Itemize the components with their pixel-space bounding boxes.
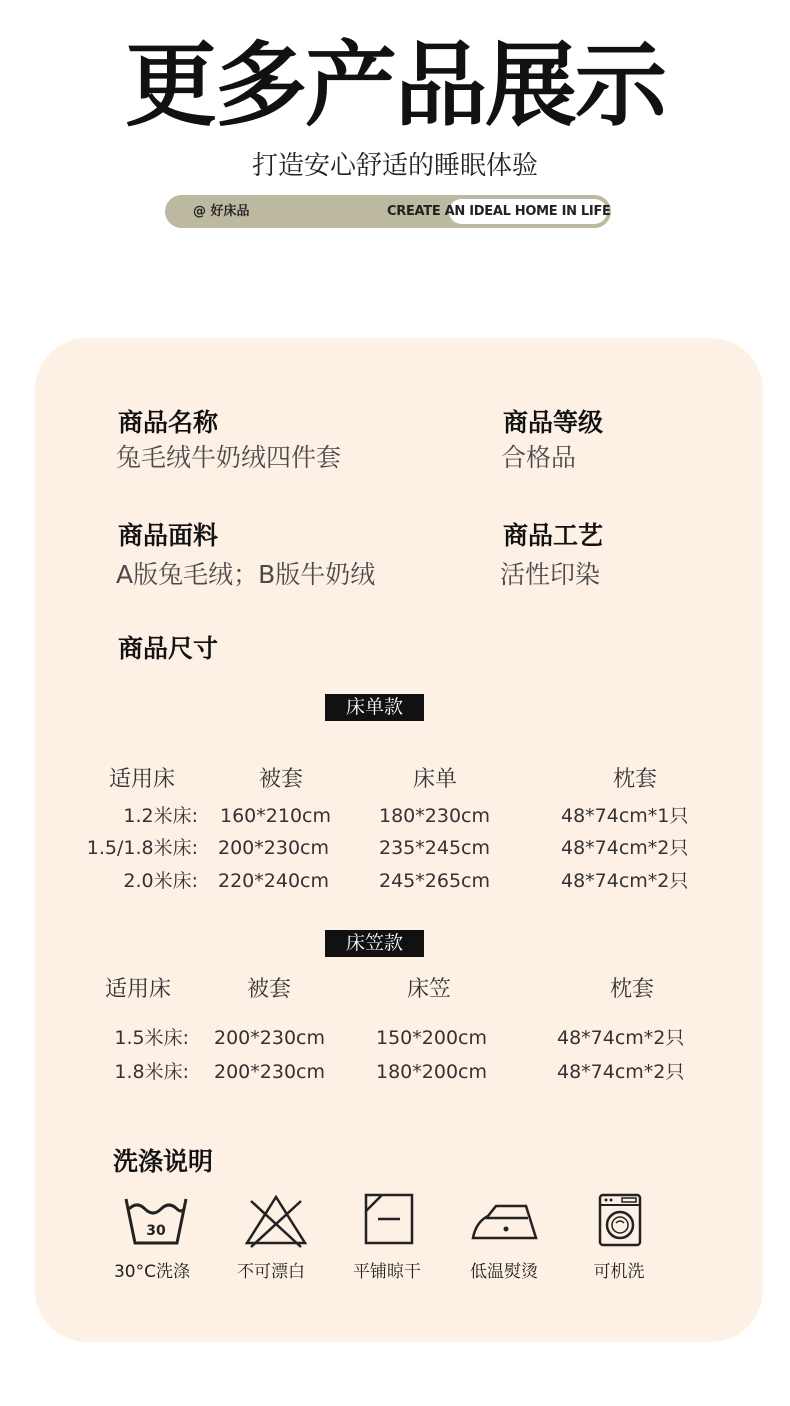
sheet-style-tag: 床单款 bbox=[325, 694, 424, 721]
bed-size: 1.5米床: bbox=[114, 1027, 189, 1049]
duvet-size: 160*210cm bbox=[220, 805, 331, 827]
pillow-size: 48*74cm*2只 bbox=[557, 1061, 685, 1083]
bed-size: 1.8米床: bbox=[114, 1061, 189, 1083]
duvet-size: 220*240cm bbox=[218, 870, 329, 892]
duvet-size: 200*230cm bbox=[214, 1061, 325, 1083]
bed-size: 1.2米床: bbox=[123, 805, 198, 827]
sheet-size: 245*265cm bbox=[379, 870, 490, 892]
page-title: 更多产品展示 bbox=[124, 32, 665, 139]
sheet-size: 235*245cm bbox=[379, 837, 490, 859]
grade-value: 合格品 bbox=[501, 443, 577, 472]
pillow-size: 48*74cm*2只 bbox=[561, 837, 689, 859]
sheet-header-pillow: 枕套 bbox=[612, 767, 657, 792]
fabric-label: 商品面料 bbox=[118, 521, 219, 550]
fitted-size: 150*200cm bbox=[376, 1027, 487, 1049]
bed-size: 2.0米床: bbox=[123, 870, 198, 892]
wash-30-icon bbox=[123, 1193, 189, 1249]
care-label: 不可漂白 bbox=[237, 1262, 305, 1282]
fitted-header-duvet: 被套 bbox=[246, 977, 291, 1002]
care-label: 可机洗 bbox=[593, 1262, 645, 1282]
flat-dry-shade-icon bbox=[364, 1193, 414, 1245]
fitted-header-bed: 适用床 bbox=[104, 977, 171, 1002]
fabric-value: A版兔毛绒；B版牛奶绒 bbox=[116, 560, 376, 589]
bed-size: 1.5/1.8米床: bbox=[86, 837, 198, 859]
fitted-header-fitted: 床笠 bbox=[406, 977, 451, 1002]
sheet-size: 180*230cm bbox=[379, 805, 490, 827]
name-value: 兔毛绒牛奶绒四件套 bbox=[116, 443, 342, 472]
care-label: 平铺晾干 bbox=[353, 1262, 421, 1282]
pillow-size: 48*74cm*1只 bbox=[561, 805, 689, 827]
care-label: 30°C洗涤 bbox=[113, 1262, 190, 1282]
care-label: 低温熨烫 bbox=[470, 1262, 538, 1282]
care-title: 洗涤说明 bbox=[113, 1147, 214, 1176]
fitted-size: 180*200cm bbox=[376, 1061, 487, 1083]
duvet-size: 200*230cm bbox=[214, 1027, 325, 1049]
sheet-header-bed: 适用床 bbox=[108, 767, 175, 792]
name-label: 商品名称 bbox=[118, 408, 219, 437]
machine-wash-icon bbox=[598, 1193, 642, 1247]
duvet-size: 200*230cm bbox=[218, 837, 329, 859]
svg-text:30: 30 bbox=[146, 1223, 166, 1239]
sheet-header-duvet: 被套 bbox=[258, 767, 303, 792]
brand-label: @ 好床品 bbox=[193, 204, 250, 219]
fitted-header-pillow: 枕套 bbox=[609, 977, 654, 1002]
craft-value: 活性印染 bbox=[500, 560, 601, 589]
sheet-header-sheet: 床单 bbox=[412, 767, 457, 792]
pillow-size: 48*74cm*2只 bbox=[557, 1027, 685, 1049]
size-label: 商品尺寸 bbox=[118, 634, 219, 663]
brand-pill bbox=[165, 195, 611, 228]
low-iron-icon bbox=[470, 1200, 540, 1242]
page-subtitle: 打造安心舒适的睡眠体验 bbox=[251, 151, 538, 181]
pillow-size: 48*74cm*2只 bbox=[561, 870, 689, 892]
tagline: CREATE AN IDEAL HOME IN LIFE bbox=[387, 204, 611, 219]
grade-label: 商品等级 bbox=[503, 408, 604, 437]
craft-label: 商品工艺 bbox=[503, 521, 604, 550]
no-bleach-icon bbox=[243, 1193, 309, 1249]
fitted-style-tag: 床笠款 bbox=[325, 930, 424, 957]
